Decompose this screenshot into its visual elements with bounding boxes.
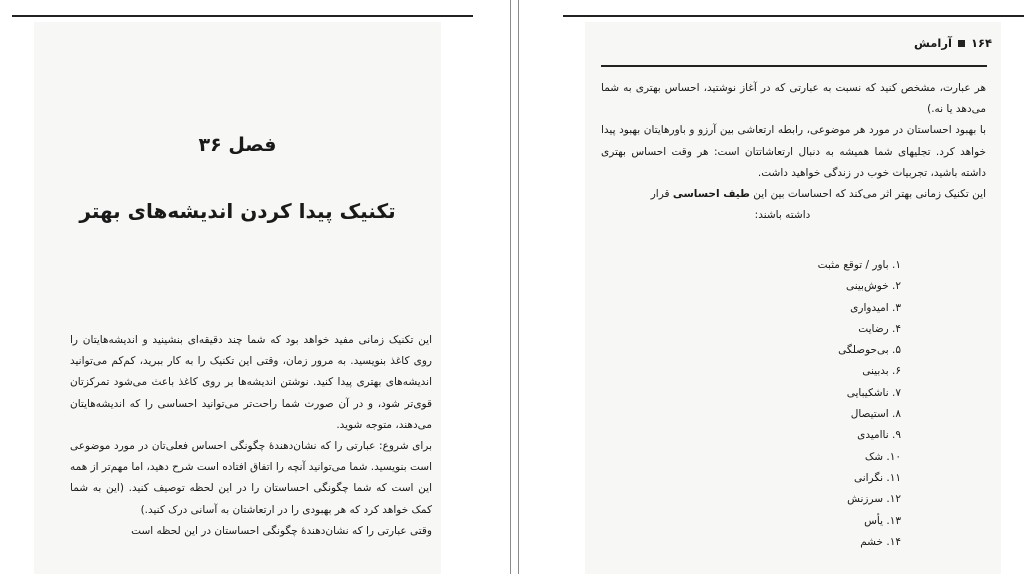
list-item: ۹. ناامیدی bbox=[857, 429, 901, 442]
square-ornament-icon bbox=[958, 40, 965, 47]
list-item: ۸. استیصال bbox=[850, 408, 901, 421]
page-divider bbox=[518, 0, 519, 574]
paragraph: این تکنیک زمانی مفید خواهد بود که شما چند دقیقه‌ای بنشینید و اندیشه‌هایتان را روی کاغذ بنویسید. به مرور زمان، وقتی این تکنیک را به کار ببرید، کم‌کم می‌توانید اندیشه‌های بهتری پیدا کنید. نوشتن اندیشه‌ها بر روی کاغذ باعث می‌شود تمرکزتان قوی‌تر شود، و در آن صورت شما راحت‌تر می‌توانید احساسی را که اندیشه‌هایتان می‌دهند، متوجه شوید. bbox=[70, 334, 432, 431]
paragraph: با بهبود احساستان در مورد هر موضوعی، رابطه ارتعاشی بین آرزو و باورهایتان بهبود پیدا خواهد کرد. تجلیهای شما همیشه به دنبال ارتعاشاتتان است: هر وقت احساس بهتری داشته باشید، تجربیات خوب در زندگی خواهید داشت. bbox=[601, 124, 986, 179]
top-rule-right bbox=[563, 15, 1024, 17]
list-item: ۶. بدبینی bbox=[862, 365, 901, 378]
intro-bold-phrase: طیف احساسی bbox=[672, 188, 750, 201]
chapter-number: فصل ۳۶ bbox=[198, 134, 277, 156]
list-item: ۱۳. یأس bbox=[864, 514, 901, 527]
top-rule-left bbox=[12, 15, 473, 17]
emotional-scale-list bbox=[781, 255, 901, 553]
page-divider bbox=[510, 0, 511, 574]
list-item: ۱۲. سرزنش bbox=[847, 493, 901, 506]
list-item: ۱. باور / توقع مثبت bbox=[817, 259, 901, 271]
page-number: ۱۶۴ bbox=[970, 36, 992, 50]
intro-text: این تکنیک زمانی بهتر اثر می‌کند که احساسات بین این bbox=[749, 188, 986, 201]
list-item: ۷. ناشکیبایی bbox=[846, 386, 901, 399]
paragraph: هر عبارت، مشخص کنید که نسبت به عبارتی که در آغاز نوشتید، احساس بهتری به شما می‌دهد یا نه.) bbox=[601, 82, 986, 116]
running-header bbox=[597, 36, 992, 50]
running-title: آرامش bbox=[914, 36, 952, 50]
list-item: ۳. امیدواری bbox=[850, 301, 901, 314]
list-item: ۱۴. خشم bbox=[860, 535, 901, 548]
intro-line-2: داشته باشند: bbox=[754, 209, 811, 222]
list-item: ۵. بی‌حوصلگی bbox=[838, 344, 901, 357]
left-body-text bbox=[70, 330, 432, 542]
list-item: ۴. رضایت bbox=[858, 322, 901, 335]
paragraph: وقتی عبارتی را که نشان‌دهندهٔ چگونگی احساستان در این لحظه است bbox=[131, 524, 432, 537]
paragraph: برای شروع: عبارتی را که نشان‌دهندهٔ چگونگی احساس فعلی‌تان در مورد موضوعی است بنویسید. شما می‌توانید آنچه را اتفاق افتاده است شرح دهید، اما مهم‌تر از همه این است که شما چگونگی احساستان را در این لحظه توصیف کنید. (این به شما کمک خواهد کرد که هر بهبودی را در ارتعاشتان به آسانی درک کنید.) bbox=[70, 440, 432, 516]
list-item: ۱۰. شک bbox=[864, 450, 901, 463]
intro-text-end: قرار bbox=[650, 188, 673, 201]
list-item: ۲. خوش‌بینی bbox=[845, 280, 901, 293]
right-page bbox=[585, 22, 1001, 574]
chapter-title: تکنیک پیدا کردن اندیشه‌های بهتر bbox=[79, 199, 396, 223]
header-rule bbox=[601, 65, 987, 67]
left-page bbox=[34, 22, 441, 574]
list-item: ۱۱. نگرانی bbox=[853, 471, 901, 484]
right-body-text bbox=[601, 78, 986, 226]
intro-line bbox=[601, 184, 986, 205]
